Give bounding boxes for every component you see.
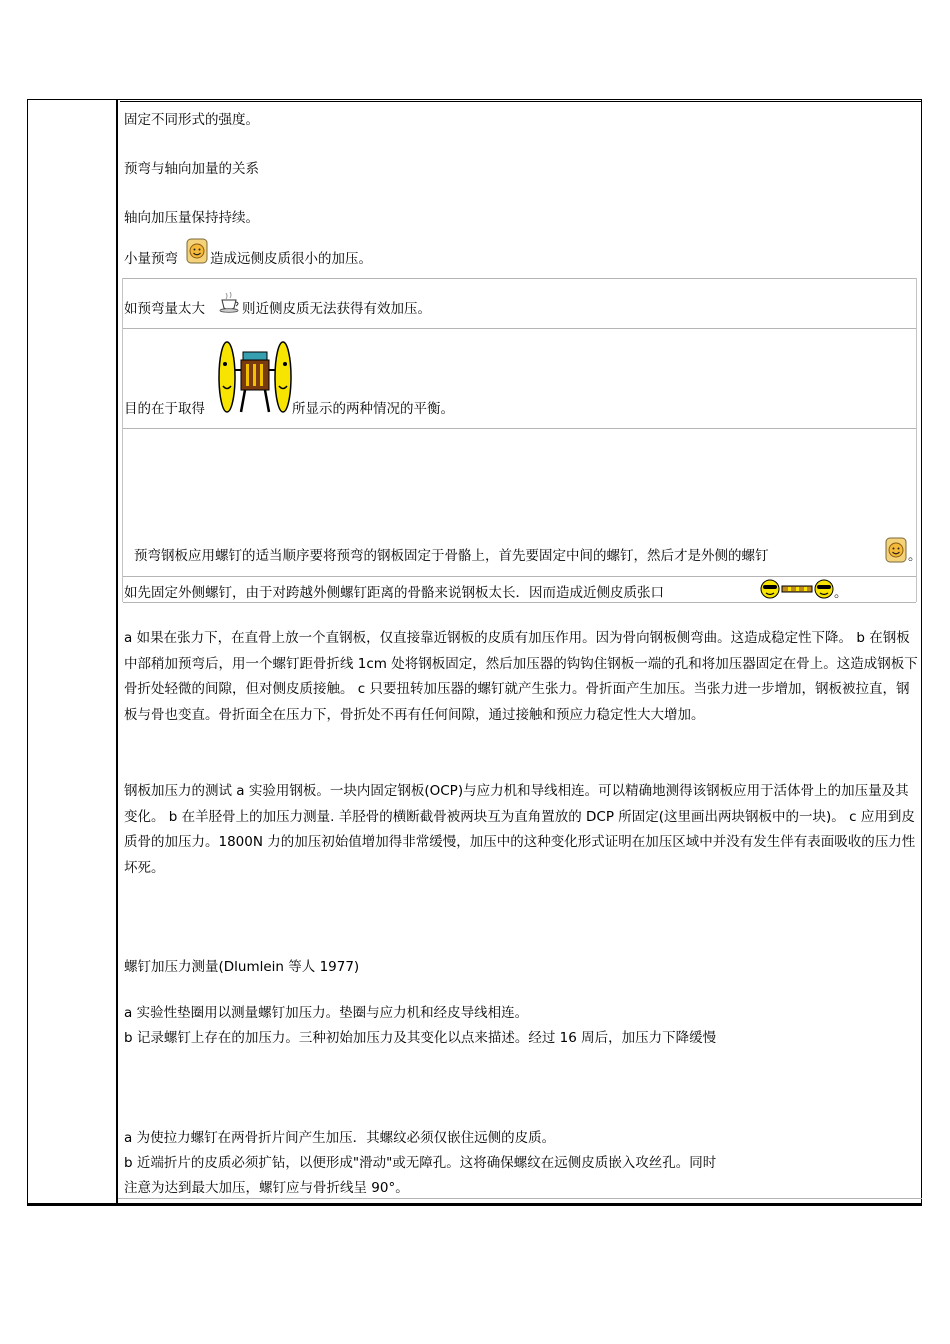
text-line: 。 — [834, 585, 848, 601]
section-title: 螺钉加压力测量(Dlumlein 等人 1977) — [124, 959, 360, 975]
text-line: b 记录螺钉上存在的加压力。三种初始加压力及其变化以点来描述。经过 16 周后，加压力下降缓慢 — [124, 1030, 717, 1046]
text-line: 所显示的两种情况的平衡。 — [292, 401, 454, 417]
dancing-characters-icon — [218, 340, 292, 415]
smiley-face-icon — [884, 537, 908, 563]
paragraph-compression-stages: a 如果在张力下，在直骨上放一个直钢板，仅直接靠近钢板的皮质有加压作用。因为骨向钢板侧弯曲。这造成稳定性下降。 b 在钢板中部稍加预弯后，用一个螺钉距骨折线 1cm 处将钢板固定，然后加压器的钩钩住钢板一端的孔和将加压器固定在骨上。这造成钢板下骨折处轻微的间隙，但对侧皮质接触。 c 只要扭转加压器的螺钉就产生张力。骨折面产生加压。当张力进一步增加，钢板被拉直，钢板与骨也变直。骨折面全在压力下，骨折处不再有任何间隙，通过接触和预应力稳定性大大增加。 — [124, 630, 918, 723]
text-line: 如预弯量太大 — [124, 301, 205, 317]
smiley-face-icon — [186, 238, 208, 264]
cell-left-edge — [122, 278, 123, 602]
text-line: 。 — [908, 548, 922, 564]
text-line: a 实验性垫圈用以测量螺钉加压力。垫圈与应力机和经皮导线相连。 — [124, 1005, 529, 1021]
inner-top-rule — [120, 101, 921, 102]
text-line: 预弯钢板应用螺钉的适当顺序要将预弯的钢板固定于骨骼上，首先要固定中间的螺钉，然后才是外侧的螺钉 — [134, 548, 769, 564]
text-line: 则近侧皮质无法获得有效加压。 — [242, 301, 431, 317]
cell-divider — [123, 278, 916, 279]
coffee-cup-icon — [218, 291, 242, 313]
text-line: 预弯与轴向加量的关系 — [124, 161, 259, 177]
text-line: 造成远侧皮质很小的加压。 — [210, 251, 372, 267]
left-column — [28, 100, 118, 1205]
cell-divider — [123, 576, 916, 577]
text-line: 注意为达到最大加压，螺钉应与骨折线呈 90°。 — [124, 1180, 409, 1196]
text-line: b 近端折片的皮质必须扩钻，以便形成"滑动"或无障孔。这将确保螺纹在远侧皮质嵌入攻丝孔。同时 — [124, 1155, 717, 1171]
cell-divider — [123, 328, 916, 329]
paragraph-plate-test: 钢板加压力的测试 a 实验用钢板。一块内固定钢板(OCP)与应力机和导线相连。可以精确地测得该钢板应用于活体骨上的加压量及其变化。 b 在羊胫骨上的加压力测量. 羊胫骨的横断截骨被两块互为直角置放的 DCP 所固定(这里画出两块钢板中的一块)。 c 应用到皮质骨的加压力。1800N 力的加压初始值增加得非常缓慢，加压中的这种变化形式证明在加压区域中并没有发生伴有表面吸收的压力性坏死。 — [124, 783, 916, 876]
text-line: 轴向加压量保持持续。 — [124, 210, 259, 226]
sunglasses-smileys-icon — [760, 578, 834, 600]
text-line: a 为使拉力螺钉在两骨折片间产生加压．其螺纹必须仅嵌住远侧的皮质。 — [124, 1130, 556, 1146]
cell-divider — [123, 428, 916, 429]
text-line: 小量预弯 — [124, 251, 178, 267]
text-line: 如先固定外侧螺钉，由于对跨越外侧螺钉距离的骨骼来说钢板太长．因而造成近侧皮质张口 — [124, 585, 664, 601]
text-line: 目的在于取得 — [124, 401, 205, 417]
bottom-rule — [28, 1203, 921, 1205]
text-line: 固定不同形式的强度。 — [124, 112, 259, 128]
